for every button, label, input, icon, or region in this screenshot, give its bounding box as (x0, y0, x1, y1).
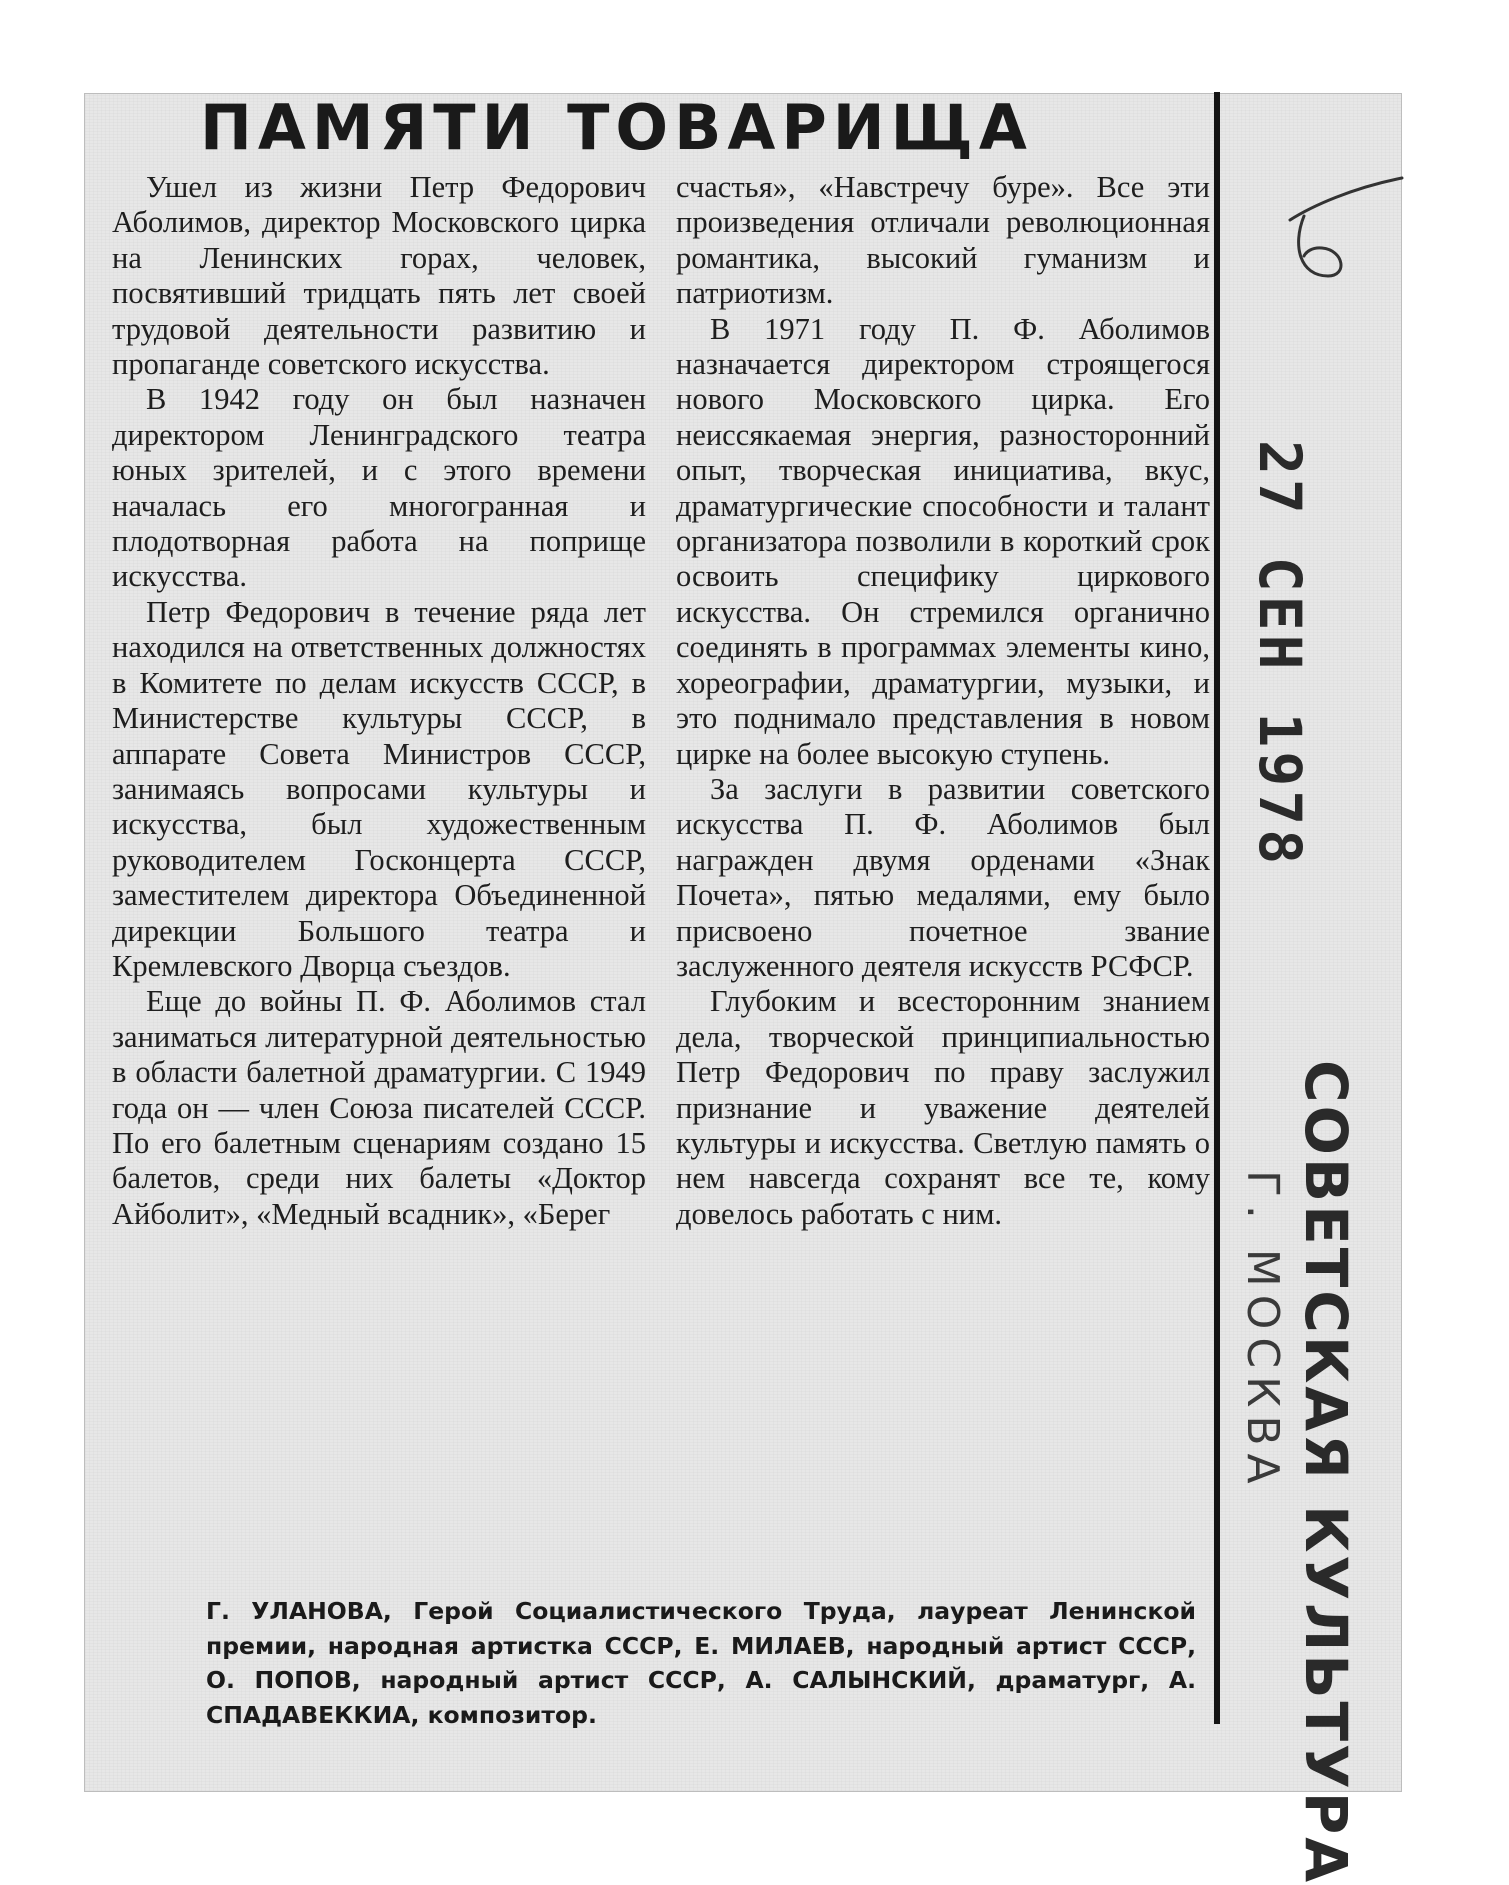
article-signature: Г. УЛАНОВА, Герой Социалистического Труда, лауреат Ленинской премии, народная артистка СССР, Е. МИЛАЕВ, народный артист СССР, О. ПОПОВ, народный артист СССР, А. САЛЫНСКИЙ, драматург, А. СПАДАВЕККИА, композитор. (206, 1597, 1196, 1729)
article-paragraph: В 1942 году он был назначен директором Ленинградского театра юных зрителей, и с этого времени началась его многогранная и плодотворная работа на поприще искусства. (112, 382, 646, 594)
city-stamp: Г. МОСКВА (1237, 1170, 1288, 1492)
article-column-right (676, 170, 1210, 1232)
article-paragraph: Ушел из жизни Петр Федорович Аболимов, директор Московского цирка на Ленинских горах, человек, посвятивший тридцать пять лет своей трудовой деятельности развитию и пропаганде советского искусства. (112, 170, 646, 382)
handwritten-mark-icon (1282, 176, 1412, 286)
newspaper-name-stamp: СОВЕТСКАЯ КУЛЬТУРА (1292, 1060, 1360, 1885)
date-stamp: 27 СЕН 1978 (1246, 440, 1314, 869)
article-headline: ПАМЯТИ ТОВАРИЩА (200, 91, 1033, 164)
article-paragraph: Еще до войны П. Ф. Аболимов стал заниматься литературной деятельностью в области балетной драматургии. С 1949 года он — член Союза писателей СССР. По его балетным сценариям создано 15 балетов, среди них балеты «Доктор Айболит», «Медный всадник», «Берег (112, 984, 646, 1231)
column-divider-rule (1214, 92, 1220, 1724)
article-paragraph: Петр Федорович в течение ряда лет находился на ответственных должностях в Комитете по делам искусств СССР, в Министерстве культуры СССР, в аппарате Совета Министров СССР, занимаясь вопросами культуры и искусства, был художественным руководителем Госконцерта СССР, заместителем директора Объединенной дирекции Большого театра и Кремлевского Дворца съездов. (112, 594, 646, 983)
article-column-left (112, 170, 646, 1232)
article-paragraph: В 1971 году П. Ф. Аболимов назначается директором строящегося нового Московского цирка. Его неиссякаемая энергия, разносторонний опыт, творческая инициатива, вкус, драматургические способности и талант организатора позволили в короткий срок освоить специфику циркового искусства. Он стремился органично соединять в программах элементы кино, хореографии, драматургии, музыки, и это поднимало представления в новом цирке на более высокую ступень. (676, 311, 1210, 771)
article-paragraph: счастья», «Навстречу буре». Все эти произведения отличали революционная романтика, высокий гуманизм и патриотизм. (676, 170, 1210, 311)
article-paragraph: Глубоким и всесторонним знанием дела, творческой принципиальностью Петр Федорович по праву заслужил признание и уважение деятелей культуры и искусства. Светлую память о нем навсегда сохранят все те, кому довелось работать с ним. (676, 984, 1210, 1231)
article-paragraph: За заслуги в развитии советского искусства П. Ф. Аболимов был награжден двумя орденами «Знак Почета», пятью медалями, ему было присвоено почетное звание заслуженного деятеля искусств РСФСР. (676, 771, 1210, 983)
